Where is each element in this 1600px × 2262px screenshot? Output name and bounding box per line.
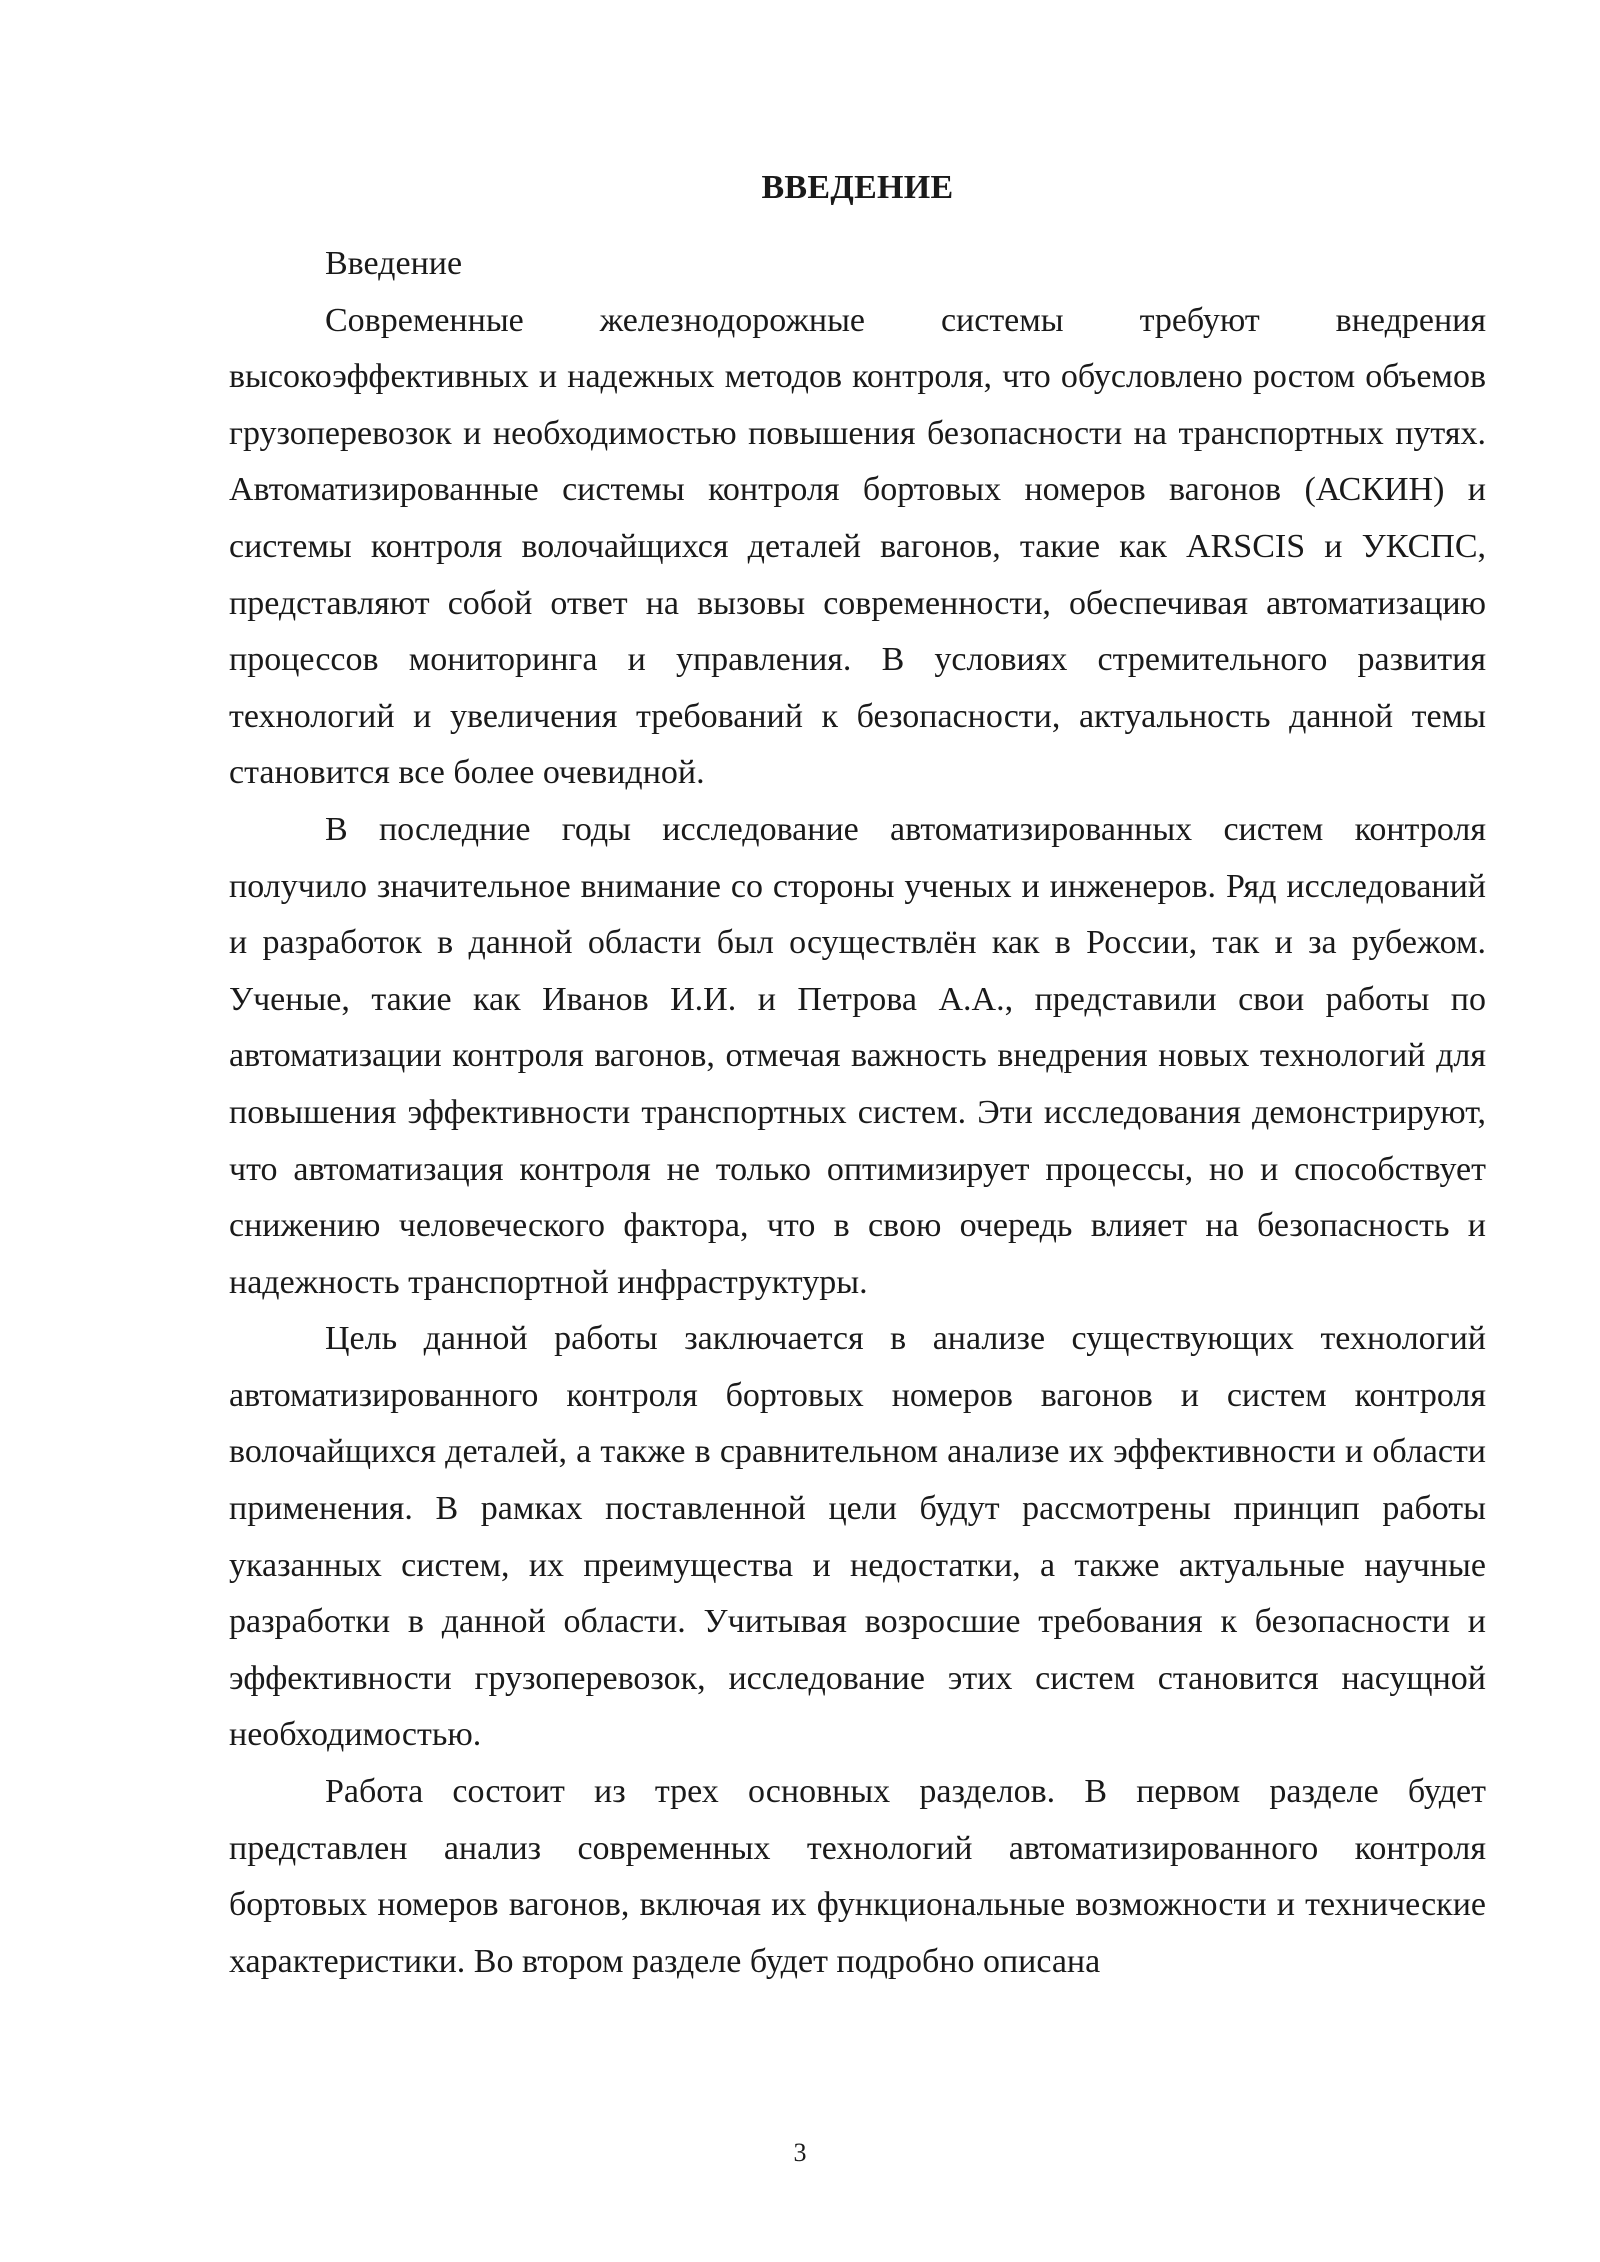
paragraph-4: Работа состоит из трех основных разделов. В первом разделе будет представлен анализ современных технологий автоматизированного контроля бортовых номеров вагонов, включая их функциональные возможности и технические характеристики. Во втором разделе будет подробно описана (229, 1773, 1486, 1980)
section-heading: ВВЕДЕНИЕ (761, 169, 954, 206)
page-number: 3 (793, 2138, 807, 2167)
page-body (229, 160, 1486, 1990)
paragraph-1: Современные железнодорожные системы требуют внедрения высокоэффективных и надежных методов контроля, что обусловлено ростом объемов грузоперевозок и необходимостью повышения безопасности на транспортных путях. Автоматизированные системы контроля бортовых номеров вагонов (АСКИН) и системы контроля волочайщихся деталей вагонов, такие как ARSCIS и УКСПС, представляют собой ответ на вызовы современности, обеспечивая автоматизацию процессов мониторинга и управления. В условиях стремительного развития технологий и увеличения требований к безопасности, актуальность данной темы становится все более очевидной. (229, 301, 1486, 792)
paragraph-subtitle: Введение (325, 245, 463, 282)
paragraph-2: В последние годы исследование автоматизированных систем контроля получило значительное внимание со стороны ученых и инженеров. Ряд исследований и разработок в данной области был осуществлён как в России, так и за рубежом. Ученые, такие как Иванов И.И. и Петрова А.А., представили свои работы по автоматизации контроля вагонов, отмечая важность внедрения новых технологий для повышения эффективности транспортных систем. Эти исследования демонстрируют, что автоматизация контроля не только оптимизирует процессы, но и способствует снижению человеческого фактора, что в свою очередь влияет на безопасность и надежность транспортной инфраструктуры. (229, 810, 1486, 1301)
paragraph-3: Цель данной работы заключается в анализе существующих технологий автоматизированного контроля бортовых номеров вагонов и систем контроля волочайщихся деталей, а также в сравнительном анализе их эффективности и области применения. В рамках поставленной цели будут рассмотрены принцип работы указанных систем, их преимущества и недостатки, а также актуальные научные разработки в данной области. Учитывая возросшие требования к безопасности и эффективности грузоперевозок, исследование этих систем становится насущной необходимостью. (229, 1320, 1486, 1754)
